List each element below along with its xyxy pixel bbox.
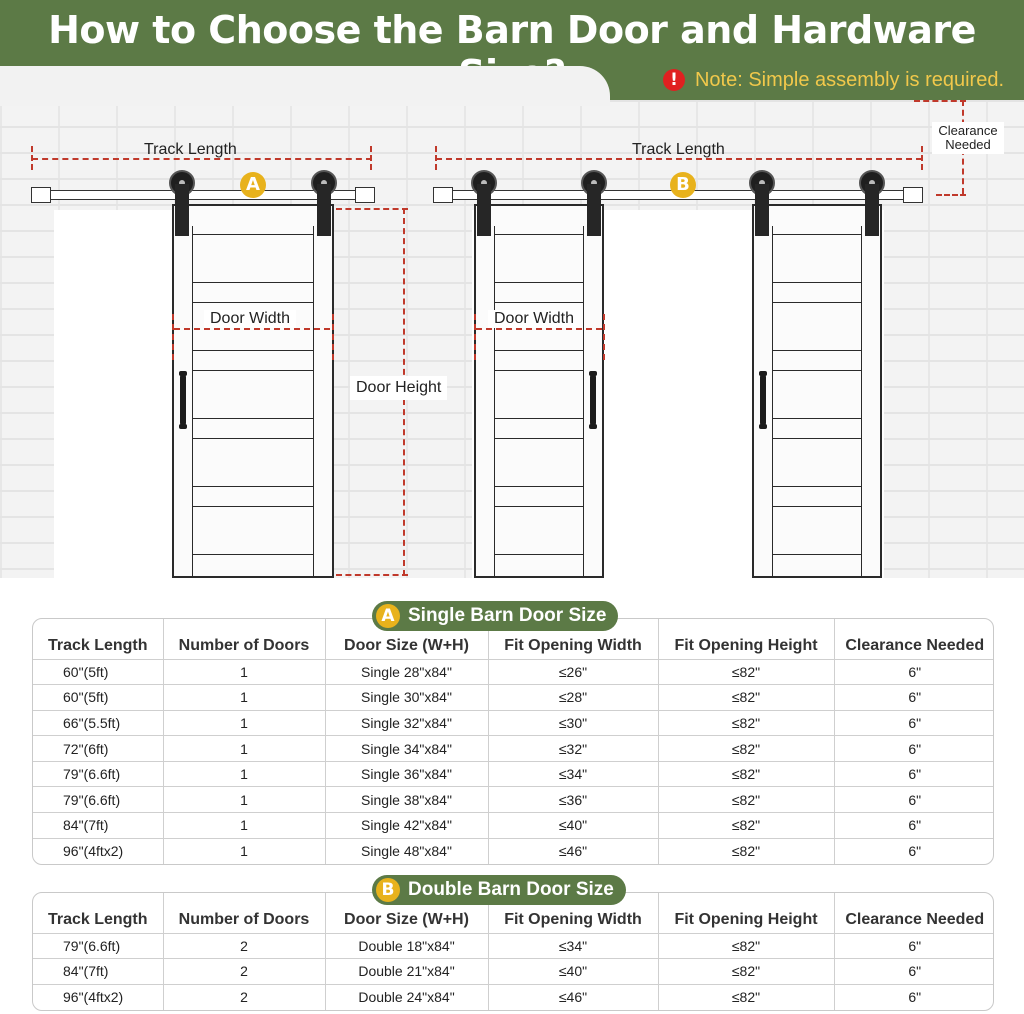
table-row: [33, 787, 994, 813]
table-cell: 66"(5.5ft): [33, 710, 163, 736]
table-cell: Single 48"x84": [325, 838, 488, 864]
table-cell: 84"(7ft): [33, 813, 163, 839]
table-cell: 6": [834, 761, 994, 787]
column-header: Door Size (W+H): [325, 893, 488, 933]
marker-a-icon: A: [240, 172, 266, 198]
single-table-title: [372, 601, 618, 631]
column-header: Fit Opening Height: [658, 619, 834, 659]
table-row: [33, 736, 994, 762]
double-table-title-text: Double Barn Door Size: [408, 879, 614, 900]
table-cell: 60"(5ft): [33, 659, 163, 685]
door-width-label-b: Door Width: [488, 310, 580, 328]
track-length-label-a: Track Length: [144, 141, 237, 158]
table-cell: ≤28": [488, 685, 658, 711]
table-cell: ≤26": [488, 659, 658, 685]
marker-b-icon: B: [670, 172, 696, 198]
table-cell: Double 18"x84": [325, 933, 488, 959]
table-cell: ≤34": [488, 761, 658, 787]
column-header: Fit Opening Width: [488, 893, 658, 933]
table-cell: ≤82": [658, 761, 834, 787]
door-panel: [772, 226, 862, 576]
table-cell: ≤40": [488, 813, 658, 839]
table-cell: 2: [163, 933, 325, 959]
single-door-table: [32, 618, 994, 865]
marker-a-icon: A: [376, 604, 400, 628]
table-cell: 6": [834, 813, 994, 839]
table-cell: Single 30"x84": [325, 685, 488, 711]
column-header: Track Length: [47, 636, 148, 654]
column-header: Number of Doors: [163, 619, 325, 659]
table-cell: Single 42"x84": [325, 813, 488, 839]
table-row: [33, 984, 994, 1010]
table-cell: ≤82": [658, 710, 834, 736]
single-table-title-text: Single Barn Door Size: [408, 605, 607, 626]
table-cell: 1: [163, 659, 325, 685]
track-end-cap: [355, 187, 375, 203]
header-cutout: [0, 66, 610, 106]
door-handle-icon: [590, 374, 596, 426]
table-cell: 1: [163, 787, 325, 813]
table-cell: 79"(6.6ft): [33, 761, 163, 787]
table-cell: Single 34"x84": [325, 736, 488, 762]
table-cell: ≤36": [488, 787, 658, 813]
table-row: [33, 761, 994, 787]
table-row: [33, 838, 994, 864]
marker-b-icon: B: [376, 878, 400, 902]
table-row: [33, 685, 994, 711]
table-cell: 79"(6.6ft): [33, 933, 163, 959]
page-title: How to Choose the Barn Door and Hardware: [48, 8, 976, 52]
door-height-label: Door Height: [350, 376, 447, 400]
door-handle-icon: [180, 374, 186, 426]
column-header: Clearance Needed: [834, 893, 994, 933]
table-cell: 6": [834, 787, 994, 813]
table-cell: 84"(7ft): [33, 959, 163, 985]
table-cell: Single 28"x84": [325, 659, 488, 685]
table-cell: 6": [834, 838, 994, 864]
table-cell: ≤46": [488, 838, 658, 864]
exclamation-icon: !: [663, 69, 685, 91]
table-cell: ≤34": [488, 933, 658, 959]
table-cell: ≤82": [658, 984, 834, 1010]
table-cell: 1: [163, 838, 325, 864]
column-header: Clearance Needed: [834, 619, 994, 659]
door-width-dimension-b: [476, 328, 602, 330]
table-cell: ≤82": [658, 959, 834, 985]
table-cell: Single 36"x84": [325, 761, 488, 787]
table-cell: ≤82": [658, 838, 834, 864]
table-cell: ≤32": [488, 736, 658, 762]
table-row: [33, 813, 994, 839]
table-cell: 1: [163, 685, 325, 711]
track-end-cap: [903, 187, 923, 203]
table-cell: ≤82": [658, 787, 834, 813]
column-header: Fit Opening Width: [488, 619, 658, 659]
column-header: Number of Doors: [163, 893, 325, 933]
column-header: Fit Opening Height: [658, 893, 834, 933]
double-table-title: [372, 875, 626, 905]
table-row: [33, 933, 994, 959]
column-header: Door Size (W+H): [325, 619, 488, 659]
table-cell: 6": [834, 685, 994, 711]
table-row: [33, 959, 994, 985]
table-cell: 6": [834, 984, 994, 1010]
door-panel: [192, 226, 314, 576]
table-row: [33, 710, 994, 736]
barn-door-single: [172, 204, 334, 578]
track-end-cap: [433, 187, 453, 203]
table-cell: 2: [163, 959, 325, 985]
table-cell: ≤82": [658, 813, 834, 839]
table-cell: ≤40": [488, 959, 658, 985]
table-cell: ≤82": [658, 933, 834, 959]
table-cell: 6": [834, 959, 994, 985]
table-cell: 6": [834, 659, 994, 685]
table-cell: ≤82": [658, 736, 834, 762]
table-cell: ≤82": [658, 685, 834, 711]
table-cell: 6": [834, 933, 994, 959]
table-cell: 96"(4ftx2): [33, 838, 163, 864]
table-cell: 6": [834, 736, 994, 762]
door-panel: [494, 226, 584, 576]
clearance-label: Clearance Needed: [932, 122, 1004, 154]
table-row: [33, 659, 994, 685]
table-cell: 72"(6ft): [33, 736, 163, 762]
double-door-table: [32, 892, 994, 1011]
table-cell: 79"(6.6ft): [33, 787, 163, 813]
table-cell: 96"(4ftx2): [33, 984, 163, 1010]
table-cell: 6": [834, 710, 994, 736]
assembly-note: [663, 67, 1004, 93]
door-width-label-a: Door Width: [204, 310, 296, 328]
table-cell: 1: [163, 736, 325, 762]
door-width-dimension-a: [174, 328, 330, 330]
barn-door-double-left: [474, 204, 604, 578]
track-length-label-b: Track Length: [632, 141, 725, 158]
table-cell: ≤46": [488, 984, 658, 1010]
door-handle-icon: [760, 374, 766, 426]
table-cell: Single 32"x84": [325, 710, 488, 736]
column-header: Track Length: [47, 910, 148, 928]
table-cell: ≤30": [488, 710, 658, 736]
table-cell: 60"(5ft): [33, 685, 163, 711]
track-end-cap: [31, 187, 51, 203]
note-text: Note: Simple assembly is required.: [694, 68, 1004, 91]
table-cell: Single 38"x84": [325, 787, 488, 813]
table-cell: 1: [163, 761, 325, 787]
table-cell: 1: [163, 813, 325, 839]
table-cell: 2: [163, 984, 325, 1010]
table-cell: Double 24"x84": [325, 984, 488, 1010]
table-cell: 1: [163, 710, 325, 736]
barn-door-double-right: [752, 204, 882, 578]
table-cell: Double 21"x84": [325, 959, 488, 985]
table-cell: ≤82": [658, 659, 834, 685]
